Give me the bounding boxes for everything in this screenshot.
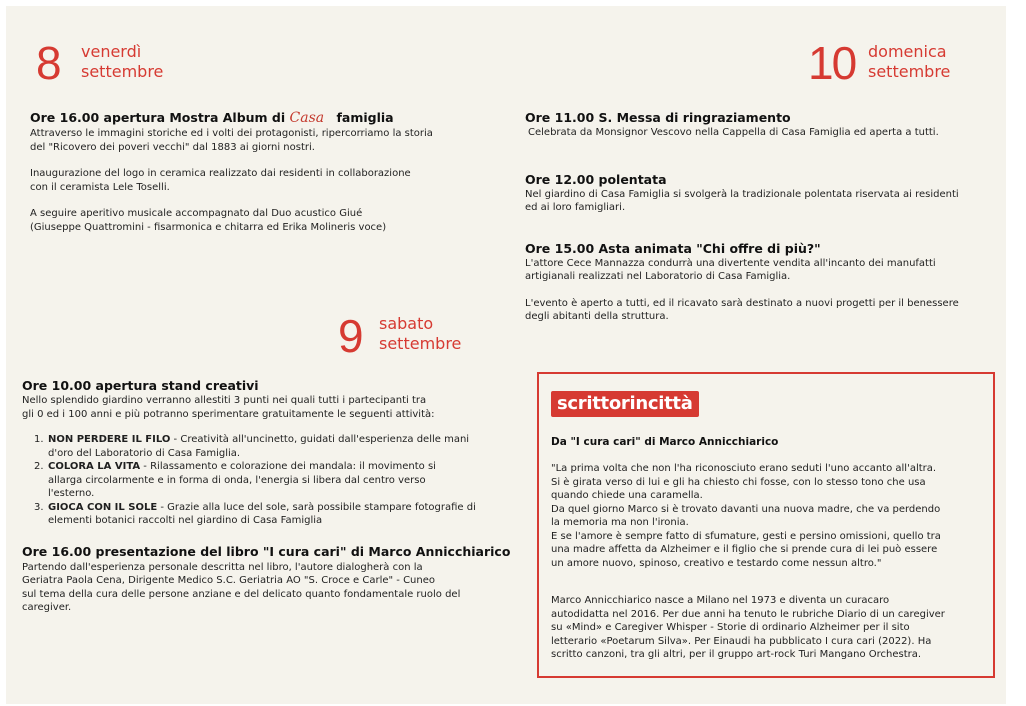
friday-event-text [30, 127, 490, 234]
sunday-event-text [525, 188, 995, 215]
item-number: 3. [34, 501, 44, 513]
title-text-end: famiglia [336, 110, 394, 125]
scrittorincitta-logo: scrittorincittà [551, 391, 699, 417]
text-line: gli 0 ed i 100 anni e più potranno sperimentare gratuitamente le seguenti attività: [22, 408, 435, 420]
saturday-event-title: Ore 10.00 apertura stand creativi [22, 378, 259, 393]
sunday-event-title: Ore 11.00 S. Messa di ringraziamento [525, 110, 791, 125]
item-text: - Grazie alla luce del sole, sarà possibile stampare fotografie di [157, 501, 476, 513]
program-page [6, 6, 1006, 704]
text-line: A seguire aperitivo musicale accompagnato dal Duo acustico Giué [30, 208, 363, 219]
saturday-event-title: Ore 16.00 presentazione del libro "I cura cari" di Marco Annicchiarico [22, 543, 511, 559]
list-item [34, 433, 502, 460]
sunday-event-title: Ore 15.00 Asta animata "Chi offre di più?" [525, 240, 821, 256]
text-line: Inaugurazione del logo in ceramica realizzato dai residenti in collaborazione [30, 168, 411, 179]
text-line: sul tema della cura delle persone anziane e del delicato quanto fondamentale ruolo del [22, 588, 461, 600]
text-line: "La prima volta che non l'ha riconosciuto erano seduti l'uno accanto all'altra. [551, 463, 937, 474]
text-line: Partendo dall'esperienza personale descritta nel libro, l'autore dialogherà con la [22, 561, 423, 573]
text-line: quando chiede una caramella. [551, 490, 703, 501]
month-sunday: settembre [868, 62, 951, 81]
author-bio [551, 594, 983, 662]
text-line: L'evento è aperto a tutti, ed il ricavato sarà destinato a nuovi progetti per il benessere [525, 297, 959, 309]
item-name: GIOCA CON IL SOLE [48, 501, 158, 513]
day-number-10: 10 [808, 37, 856, 89]
sunday-event-title: Ore 12.00 polentata [525, 171, 667, 187]
text-line: Nel giardino di Casa Famiglia si svolgerà la tradizionale polentata riservata ai residenti [525, 188, 959, 200]
text-line: un amore nuovo, spinoso, creativo e testardo come nessun altro." [551, 557, 882, 569]
friday-events [30, 110, 490, 234]
text-line: Nello splendido giardino verranno allestiti 3 punti nei quali tutti i partecipanti tra [22, 395, 427, 406]
text-line: L'attore Cece Mannazza condurrà una divertente vendita all'incanto dei manufatti [525, 257, 936, 269]
text-line: una madre affetta da Alzheimer e il figlio che si prende cura di lei può essere [551, 544, 938, 555]
friday-event-title [30, 110, 490, 126]
text-line: del "Ricovero dei poveri vecchi" dal 1883 ai giorni nostri. [30, 141, 315, 153]
month-saturday: settembre [379, 334, 462, 353]
activities-list [22, 433, 502, 528]
text-line: su «Mind» e Caregiver Whisper - Storie di ordinario Alzheimer per il sito [551, 622, 910, 633]
text-line: con il ceramista Lele Toselli. [30, 181, 170, 193]
item-name: COLORA LA VITA [48, 461, 141, 472]
text-line: Marco Annicchiarico nasce a Milano nel 1973 e diventa un curacaro [551, 595, 890, 606]
text-line: (Giuseppe Quattromini - fisarmonica e chitarra ed Erika Molineris voce) [30, 221, 387, 233]
text-line: Attraverso le immagini storiche ed i volti dei protagonisti, ripercorriamo la storia [30, 128, 433, 139]
text-line: E se l'amore è sempre fatto di sfumature, gesti e persino omissioni, quello tra [551, 530, 941, 542]
text-line: ed ai loro famigliari. [525, 202, 626, 213]
item-text: elementi botanici raccolti nel giardino di Casa Famiglia [48, 515, 323, 526]
list-item [34, 501, 502, 528]
text-line: Da quel giorno Marco si è trovato davanti una nuova madre, che va perdendo [551, 503, 941, 515]
text-line: scritto canzoni, tra gli altri, per il gruppo art-rock Turi Mangano Orchestra. [551, 649, 922, 660]
text-line: Geriatra Paola Cena, Dirigente Medico S.C. Geriatria AO "S. Croce e Carle" - Cuneo [22, 575, 436, 586]
text-line: degli abitanti della struttura. [525, 311, 669, 322]
day-number-8: 8 [36, 37, 62, 89]
saturday-events [22, 378, 511, 615]
weekday-sunday: domenica [868, 42, 947, 61]
day-number-9: 9 [338, 310, 364, 362]
saturday-event-text [22, 561, 502, 615]
book-quote [551, 462, 981, 570]
text-line: letterario «Poetarum Silva». Per Einaudi ha pubblicato I cura cari (2022). Ha [551, 635, 932, 647]
item-number: 2. [34, 461, 44, 472]
text-line: autodidatta nel 2016. Per due anni ha tenuto le rubriche Diario di un caregiver [551, 608, 945, 620]
weekday-saturday: sabato [379, 314, 434, 333]
list-item [34, 460, 502, 501]
item-number: 1. [34, 434, 44, 445]
item-text: - Rilassamento e colorazione dei mandala: il movimento si [140, 461, 436, 472]
item-text: - Creatività all'uncinetto, guidati dall'esperienza delle mani [170, 434, 470, 445]
casa-logo-word: Casa [289, 110, 325, 126]
month-friday: settembre [81, 62, 164, 81]
day-label-sunday [868, 42, 950, 82]
sunday-events [525, 110, 995, 324]
item-name: NON PERDERE IL FILO [48, 434, 171, 445]
text-line: artigianali realizzati nel Laboratorio di Casa Famiglia. [525, 271, 791, 282]
text-line: caregiver. [22, 602, 72, 613]
text-line: la memoria ma non l'ironia. [551, 517, 689, 528]
day-label-friday [81, 42, 163, 82]
day-label-saturday [379, 314, 461, 354]
book-quote-box [537, 372, 995, 678]
item-text: l'esterno. [48, 488, 95, 499]
sunday-event-text: Celebrata da Monsignor Vescovo nella Cappella di Casa Famiglia ed aperta a tutti. [528, 127, 939, 138]
sunday-event-text [525, 257, 995, 324]
item-text: d'oro del Laboratorio di Casa Famiglia. [48, 447, 241, 459]
saturday-event-text [22, 394, 502, 421]
title-text: Ore 16.00 apertura Mostra Album di [30, 110, 286, 125]
item-text: allarga circolarmente e in forma di onda, l'energia si libera dal centro verso [48, 474, 426, 486]
weekday-friday: venerdì [81, 42, 142, 61]
text-line: Si è girata verso di lui e gli ha chiesto chi fosse, con lo stesso tono che usa [551, 476, 926, 488]
box-heading: Da "I cura cari" di Marco Annicchiarico [551, 436, 779, 448]
